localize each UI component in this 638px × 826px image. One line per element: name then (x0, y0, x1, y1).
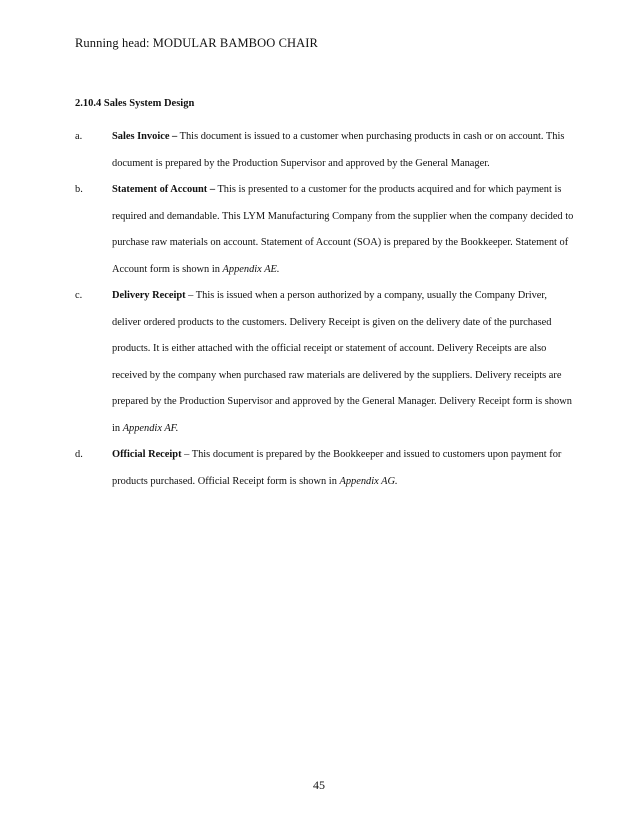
item-text: This document is issued to a customer when purchasing products in cash or on account. This document is prepared by the Production Supervisor and approved by the General Manager. (112, 131, 565, 169)
section-heading: 2.10.4 Sales System Design (75, 98, 195, 109)
page-number: 45 (313, 778, 325, 792)
list-marker: c. (75, 290, 83, 301)
term-delivery-receipt: Delivery Receipt (112, 290, 186, 301)
appendix-reference: Appendix AF. (122, 422, 179, 434)
list-marker: d. (75, 449, 83, 460)
list-marker: b. (75, 184, 83, 195)
list-marker: a. (75, 131, 83, 142)
term-statement-of-account: Statement of Account – (112, 184, 216, 195)
appendix-reference: Appendix AG. (339, 475, 398, 487)
list-item-sales-invoice (75, 124, 575, 177)
definition-list (75, 124, 575, 495)
item-text: This is presented to a customer for the products acquired and for which payment is required and demandable. This LYM Manufacturing Company from the supplier when the company decided to purchase raw materials on account. Statement of Account (SOA) is prepared by the Bookkeeper. Statement of Account form is shown in (112, 184, 574, 275)
appendix-reference: Appendix AE. (222, 263, 280, 275)
term-sales-invoice: Sales Invoice – (112, 131, 178, 142)
list-item-delivery-receipt (75, 283, 575, 442)
list-item-official-receipt (75, 442, 575, 495)
item-text: – This document is prepared by the Bookkeeper and issued to customers upon payment for products purchased. Official Receipt form is shown in (112, 449, 562, 487)
list-item-statement-of-account (75, 177, 575, 283)
item-text: – This is issued when a person authorized by a company, usually the Company Driver, deliver ordered products to the customers. Delivery Receipt is given on the delivery date of the purchased products. It is either attached with the official receipt or statement of account. Delivery Receipts are also received by the company when purchased raw materials are delivered by the suppliers. Delivery receipts are prepared by the Production Supervisor and approved by the General Manager. Delivery Receipt form is shown in (112, 290, 572, 434)
running-head: Running head: MODULAR BAMBOO CHAIR (75, 36, 318, 50)
term-official-receipt: Official Receipt (112, 449, 182, 460)
